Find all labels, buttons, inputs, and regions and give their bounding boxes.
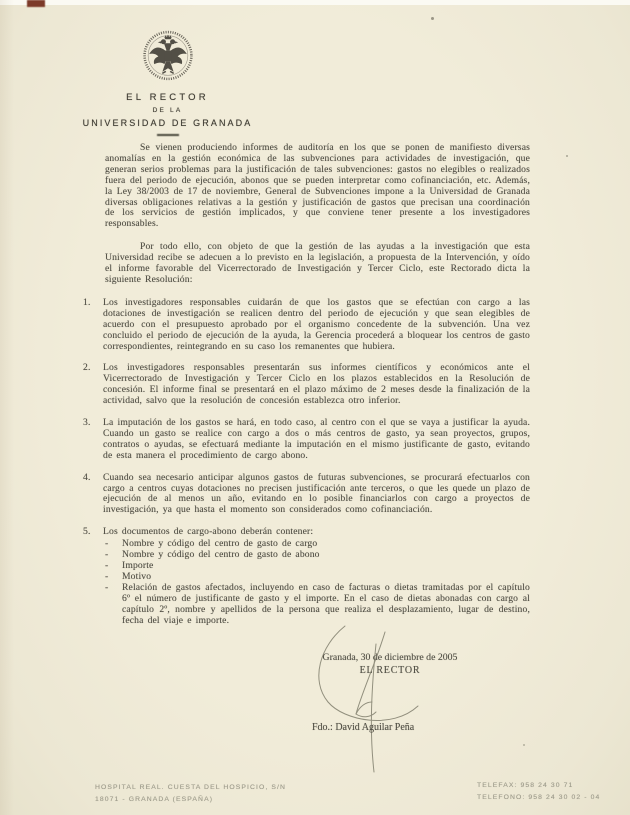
scan-speck bbox=[431, 17, 434, 20]
footer-contact bbox=[477, 780, 600, 804]
signature-signed-by: Fdo.: David Aguilar Peña bbox=[312, 722, 415, 733]
resolution-item-3 bbox=[83, 418, 530, 462]
letterhead-institution: UNIVERSIDAD DE GRANADA bbox=[82, 118, 253, 128]
item-number: 1. bbox=[83, 296, 91, 308]
bullet-dash: - bbox=[105, 549, 109, 561]
university-crest-eagle-icon bbox=[139, 28, 197, 84]
item-text bbox=[103, 527, 530, 626]
item-text: Cuando sea necesario anticipar algunos gastos de futuras subvenciones, se procurará efectuarlos con cargo a centros cuyas dotaciones no precisen justificación ante terceros, o que les quede un plazo de ejecución de al menos un año, evitando en lo posible financiarlos con cargo a proyectos de investigación, ya que hasta el momento son considerados como cofinanciación. bbox=[103, 471, 530, 516]
resolution-item-5 bbox=[83, 527, 530, 626]
scan-speck bbox=[523, 744, 525, 746]
document-body bbox=[83, 142, 530, 637]
item-text: Los investigadores responsables presentarán sus informes científicos y económicos ante el Vicerrectorado de Investigación y Tercer Ciclo en los plazos establecidos en la Resolución de concesión. El informe final se presentará en el plazo máximo de 2 meses desde la finalización de la actividad, salvo que la resolución de concesión establezca otro inferior. bbox=[103, 362, 530, 407]
requirement-item: - Relación de gastos afectados, incluyendo en caso de facturas o dietas tramitadas por el capítulo 6º el número de justificante de gasto y el importe. En el caso de dietas abonadas con cargo al capítulo 2º, nombre y apellidos de la persona que realiza el desplazamiento, lugar de destino, fecha del viaje e importe. bbox=[105, 581, 530, 626]
footer-address-line2: 18071 - GRANADA (ESPAÑA) bbox=[95, 796, 214, 803]
paragraph-intro: Se vienen produciendo informes de auditoría en los que se ponen de manifiesto diversas anomalías en la gestión económica de las subvenciones para actividades de investigación, que generan serios problemas para la justificación de tales subvenciones: gastos no elegibles o realizados fuera del periodo de ejecución, abonos que se pueden interpretar como cofinanciación, etc. Además, la Ley 38/2003 de 17 de noviembre, General de Subvenciones impone a la Universidad de Granada diversas obligaciones relativas a la gestión y justificación de gastos que precisan una coordinación de los servicios de gestión implicados, y que conviene tener presente a los investigadores responsables. bbox=[105, 142, 530, 230]
requirement-item: - Motivo bbox=[105, 570, 152, 582]
footer-address-line1: HOSPITAL REAL. CUESTA DEL HOSPICIO, S/N bbox=[95, 784, 286, 791]
signature-signer-title: EL RECTOR bbox=[359, 665, 421, 676]
bullet-dash: - bbox=[105, 581, 109, 593]
requirement-item: - Nombre y código del centro de gasto de abono bbox=[105, 549, 320, 561]
cargo-abono-requirements-list bbox=[103, 539, 530, 626]
item-number: 4. bbox=[83, 471, 91, 483]
scan-left-shadow bbox=[0, 0, 14, 815]
requirement-item: - Nombre y código del centro de gasto de cargo bbox=[105, 538, 318, 550]
scan-speck bbox=[566, 155, 568, 157]
resolution-list bbox=[83, 298, 530, 627]
letterhead-rule bbox=[157, 134, 179, 136]
scan-edge-strip bbox=[0, 0, 630, 5]
item-text: Los investigadores responsables cuidarán de que los gastos que se efectúan con cargo a las dotaciones de investigación se realicen dentro del periodo de ejecución y que sean elegibles de acuerdo con el presupuesto aprobado por el organismo concedente de la subvención. Una vez concluido el periodo de ejecución de la ayuda, la Gerencia procederá a bloquear los centros de gasto correspondientes, reintegrando en su caso los remanentes que hubiera. bbox=[103, 296, 530, 352]
item-number: 5. bbox=[83, 526, 91, 538]
signature-place-date: Granada, 30 de diciembre de 2005 bbox=[322, 652, 458, 663]
item-number: 2. bbox=[83, 362, 91, 374]
item-number: 3. bbox=[83, 417, 91, 429]
bullet-dash: - bbox=[105, 570, 109, 582]
item-text: La imputación de los gastos se hará, en todo caso, al centro con el que se vaya a justificar la ayuda. Cuando un gasto se realice con cargo a dos o más centros de gasto, ya sean proyectos, grupos, contratos o ayudas, se efectuará mediante la imputación en el mismo justificante de gasto, evitando de esta manera el procedimiento de cargo abono. bbox=[103, 417, 530, 461]
letterhead bbox=[60, 28, 275, 136]
bullet-dash: - bbox=[105, 538, 109, 550]
requirement-item: - Importe bbox=[105, 560, 154, 571]
resolution-item-4 bbox=[83, 473, 530, 517]
letterhead-subtitle: DE LA bbox=[152, 107, 183, 114]
bullet-dash: - bbox=[105, 560, 109, 571]
item5-intro: Los documentos de cargo-abono deberán contener: bbox=[103, 526, 314, 538]
resolution-item-2 bbox=[83, 363, 530, 407]
footer-fax: TELEFAX: 958 24 30 71 bbox=[477, 782, 574, 789]
scan-corner-mark bbox=[27, 0, 45, 7]
paragraph-resolution-preamble: Por todo ello, con objeto de que la gestión de las ayudas a la investigación que esta Universidad recibe se adecuen a lo previsto en la legislación, a propuesta de la Intervención, y oído el informe favorable del Vicerrectorado de Investigación y Tercer Ciclo, este Rectorado dicta la siguiente Resolución: bbox=[105, 241, 530, 285]
letterhead-title: EL RECTOR bbox=[126, 92, 209, 103]
footer-address bbox=[95, 782, 286, 806]
handwritten-signature bbox=[290, 618, 470, 783]
resolution-item-1 bbox=[83, 298, 530, 353]
footer-phone: TELEFONO: 958 24 30 02 - 04 bbox=[477, 794, 601, 801]
